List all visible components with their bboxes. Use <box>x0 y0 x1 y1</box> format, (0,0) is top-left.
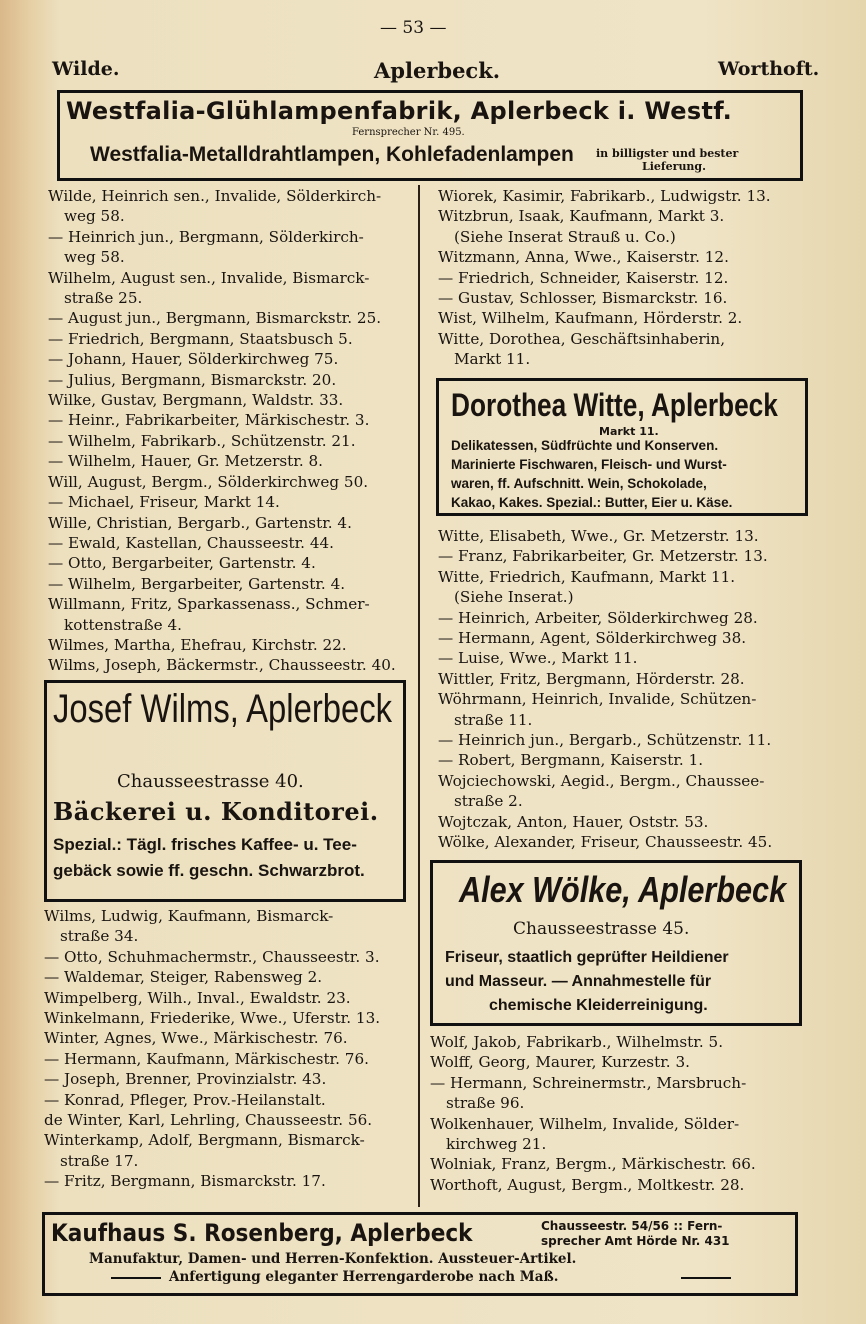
list-item: straße 2. <box>454 792 523 811</box>
list-item: Worthoft, August, Bergm., Moltkestr. 28. <box>430 1175 745 1194</box>
list-item: (Siehe Inserat Strauß u. Co.) <box>454 227 676 246</box>
list-item: Wilms, Ludwig, Kaufmann, Bismarck- <box>44 907 334 925</box>
running-head-left: Wilde. <box>52 58 120 80</box>
list-item: — Michael, Friseur, Markt 14. <box>48 493 280 512</box>
list-item: (Siehe Inserat.) <box>454 588 574 607</box>
list-item: Witte, Dorothea, Geschäftsinhaberin, <box>438 329 726 348</box>
list-item: Witzbrun, Isaak, Kaufmann, Markt 3. <box>438 207 725 226</box>
ad-rosenberg-addr1: Chausseestr. 54/56 :: Fern- <box>541 1219 723 1233</box>
ad-westfalia-phone: Fernsprecher Nr. 495. <box>352 127 465 138</box>
list-item: — Heinrich jun., Bergmann, Sölderkirch- <box>48 227 364 246</box>
list-item: Witte, Elisabeth, Wwe., Gr. Metzerstr. 13. <box>438 527 759 545</box>
right-column-entries-2 <box>438 526 772 853</box>
list-item: — Konrad, Pfleger, Prov.-Heilanstalt. <box>44 1090 326 1109</box>
left-column-entries <box>48 186 396 676</box>
list-item: Wolff, Georg, Maurer, Kurzestr. 3. <box>430 1053 690 1072</box>
list-item: Wilke, Gustav, Bergmann, Waldstr. 33. <box>48 391 344 410</box>
ad-witte-line3: waren, ff. Aufschnitt. Wein, Schokolade, <box>451 476 707 491</box>
list-item: Wille, Christian, Bergarb., Gartenstr. 4. <box>48 513 352 532</box>
list-item: straße 96. <box>446 1094 525 1113</box>
list-item: — Fritz, Bergmann, Bismarckstr. 17. <box>44 1172 326 1191</box>
list-item: Wölke, Alexander, Friseur, Chausseestr. 45. <box>438 833 773 852</box>
list-item: — Luise, Wwe., Markt 11. <box>438 649 638 668</box>
ad-westfalia-note1: in billigster und bester <box>596 147 739 160</box>
ad-witte-name: Dorothea Witte, Aplerbeck <box>451 387 778 423</box>
list-item: Wojtczak, Anton, Hauer, Oststr. 53. <box>438 812 709 831</box>
list-item: Wöhrmann, Heinrich, Invalide, Schützen- <box>438 690 757 709</box>
list-item: — Gustav, Schlosser, Bismarckstr. 16. <box>438 289 728 308</box>
ad-woelke-line3: chemische Kleiderreinigung. <box>489 997 708 1014</box>
ad-westfalia-note2: Lieferung. <box>642 160 706 173</box>
list-item: weg 58. <box>64 248 125 267</box>
list-item: weg 58. <box>64 207 125 226</box>
list-item: — August jun., Bergmann, Bismarckstr. 25. <box>48 309 382 328</box>
ad-wilms-street: Chausseestrasse 40. <box>117 771 304 792</box>
ad-rosenberg-line2: Anfertigung eleganter Herrengarderobe nach Maß. <box>169 1269 559 1285</box>
list-item: Wittler, Fritz, Bergmann, Hörderstr. 28. <box>438 669 745 688</box>
list-item: — Franz, Fabrikarbeiter, Gr. Metzerstr. 13. <box>438 547 768 566</box>
ad-woelke-street: Chausseestrasse 45. <box>513 919 690 939</box>
list-item: kottenstraße 4. <box>64 615 182 634</box>
list-item: de Winter, Karl, Lehrling, Chausseestr. 56. <box>44 1111 373 1130</box>
list-item: — Wilhelm, Bergarbeiter, Gartenstr. 4. <box>48 574 346 593</box>
ad-witte <box>436 378 808 516</box>
list-item: — Robert, Bergmann, Kaiserstr. 1. <box>438 751 704 770</box>
ad-wilms-spec1: Spezial.: Tägl. frisches Kaffee- u. Tee- <box>53 835 357 854</box>
list-item: — Ewald, Kastellan, Chausseestr. 44. <box>48 533 334 552</box>
list-item: — Friedrich, Schneider, Kaiserstr. 12. <box>438 268 729 287</box>
list-item: — Julius, Bergmann, Bismarckstr. 20. <box>48 370 337 389</box>
list-item: — Otto, Bergarbeiter, Gartenstr. 4. <box>48 554 316 573</box>
list-item: — Hermann, Agent, Sölderkirchweg 38. <box>438 629 747 648</box>
ad-rosenberg-line1: Manufaktur, Damen- und Herren-Konfektion. Aussteuer-Artikel. <box>89 1251 577 1267</box>
ad-woelke-name: Alex Wölke, Aplerbeck <box>459 869 787 910</box>
list-item: — Hermann, Kaufmann, Märkischestr. 76. <box>44 1049 369 1068</box>
list-item: — Heinr., Fabrikarbeiter, Märkischestr. 3. <box>48 411 370 430</box>
list-item: — Joseph, Brenner, Provinzialstr. 43. <box>44 1070 327 1089</box>
ad-wilms-spec2: gebäck sowie ff. geschn. Schwarzbrot. <box>53 861 365 880</box>
list-item: Wojciechowski, Aegid., Bergm., Chaussee- <box>438 771 765 790</box>
list-item: — Johann, Hauer, Sölderkirchweg 75. <box>48 350 339 369</box>
ad-rosenberg-rule-left <box>111 1277 161 1279</box>
ad-wilms <box>44 680 406 902</box>
ad-westfalia-title: Westfalia-Glühlampenfabrik, Aplerbeck i. Westf. <box>66 97 733 125</box>
list-item: — Heinrich jun., Bergarb., Schützenstr. 11. <box>438 731 772 750</box>
ad-rosenberg-name: Kaufhaus S. Rosenberg, Aplerbeck <box>51 1219 473 1247</box>
list-item: Markt 11. <box>454 350 531 369</box>
list-item: straße 34. <box>60 927 139 946</box>
list-item: Wiorek, Kasimir, Fabrikarb., Ludwigstr. 13. <box>438 187 771 205</box>
list-item: Wilde, Heinrich sen., Invalide, Sölderkirch- <box>48 187 382 205</box>
list-item: Wolf, Jakob, Fabrikarb., Wilhelmstr. 5. <box>430 1033 724 1051</box>
list-item: straße 25. <box>64 289 143 308</box>
list-item: Winter, Agnes, Wwe., Märkischestr. 76. <box>44 1029 348 1048</box>
running-head-right: Worthoft. <box>718 58 820 80</box>
ad-westfalia <box>57 90 803 181</box>
list-item: Will, August, Bergm., Sölderkirchweg 50. <box>48 472 369 491</box>
list-item: Wilmes, Martha, Ehefrau, Kirchstr. 22. <box>48 635 347 654</box>
list-item: straße 17. <box>60 1151 139 1170</box>
ad-woelke <box>430 860 802 1026</box>
list-item: — Heinrich, Arbeiter, Sölderkirchweg 28. <box>438 608 758 627</box>
list-item: Wimpelberg, Wilh., Inval., Ewaldstr. 23. <box>44 988 351 1007</box>
list-item: Witzmann, Anna, Wwe., Kaiserstr. 12. <box>438 248 729 267</box>
list-item: — Waldemar, Steiger, Rabensweg 2. <box>44 968 323 987</box>
list-item: Willmann, Fritz, Sparkassenass., Schmer- <box>48 595 370 614</box>
ad-woelke-line1: Friseur, staatlich geprüfter Heildiener <box>445 949 729 966</box>
ad-witte-line2: Marinierte Fischwaren, Fleisch- und Wurst- <box>451 457 727 472</box>
list-item: — Wilhelm, Hauer, Gr. Metzerstr. 8. <box>48 452 323 471</box>
list-item: Wilms, Joseph, Bäckermstr., Chausseestr. 40. <box>48 656 396 675</box>
ad-witte-line4: Kakao, Kakes. Spezial.: Butter, Eier u. Käse. <box>451 495 733 510</box>
ad-witte-line1: Delikatessen, Südfrüchte und Konserven. <box>451 438 719 453</box>
ad-rosenberg-rule-right <box>681 1277 731 1279</box>
ad-rosenberg <box>42 1212 798 1296</box>
running-head-center: Aplerbeck. <box>374 58 501 83</box>
ad-wilms-trade: Bäckerei u. Konditorei. <box>53 797 379 826</box>
list-item: Wolniak, Franz, Bergm., Märkischestr. 66. <box>430 1155 756 1174</box>
list-item: Wist, Wilhelm, Kaufmann, Hörderstr. 2. <box>438 309 743 328</box>
ad-rosenberg-addr2: sprecher Amt Hörde Nr. 431 <box>541 1234 730 1248</box>
ad-wilms-name: Josef Wilms, Aplerbeck <box>53 687 393 731</box>
left-column-entries-2 <box>44 906 380 1192</box>
list-item: Winkelmann, Friederike, Wwe., Uferstr. 13. <box>44 1009 381 1028</box>
ad-witte-street: Markt 11. <box>599 425 659 438</box>
list-item: straße 11. <box>454 710 533 729</box>
list-item: Winterkamp, Adolf, Bergmann, Bismarck- <box>44 1131 365 1150</box>
right-column-entries-3 <box>430 1032 756 1195</box>
ad-westfalia-products: Westfalia-Metalldrahtlampen, Kohlefadenlampen <box>90 143 574 166</box>
list-item: — Friedrich, Bergmann, Staatsbusch 5. <box>48 329 353 348</box>
list-item: — Wilhelm, Fabrikarb., Schützenstr. 21. <box>48 431 356 450</box>
page-number: — 53 — <box>380 18 447 38</box>
list-item: Witte, Friedrich, Kaufmann, Markt 11. <box>438 567 736 586</box>
right-column-entries <box>438 186 771 370</box>
list-item: — Otto, Schuhmachermstr., Chausseestr. 3. <box>44 947 380 966</box>
list-item: Wilhelm, August sen., Invalide, Bismarck- <box>48 268 370 287</box>
list-item: Wolkenhauer, Wilhelm, Invalide, Sölder- <box>430 1114 740 1133</box>
ad-woelke-line2: und Masseur. — Annahmestelle für <box>445 973 712 990</box>
list-item: kirchweg 21. <box>446 1135 547 1154</box>
list-item: — Hermann, Schreinermstr., Marsbruch- <box>430 1073 747 1092</box>
column-divider <box>418 185 420 1207</box>
